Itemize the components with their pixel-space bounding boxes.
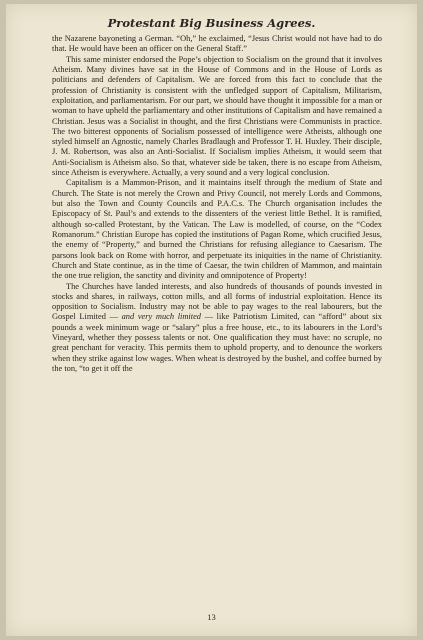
page-number: 13 [207,612,216,622]
paragraph-4-italic: and very much limited [121,312,201,322]
paragraph-1: the Nazarene bayoneting a German. “Oh,” he exclaimed, “Jesus Christ would not have had to do that. He would have been an officer on the General Staff.” [52,34,382,54]
page [6,4,417,636]
paragraph-4-part-b: — like Patriotism Limited, can “afford” about six pounds a week minimum wage or “salary” plus a free house, etc., to its labourers in the Lord’s Vineyard, whether they possess talents or not. One qualification they must have: no scruple, no great penchant for veracity. This permits them to uphold property, and to denounce the workers when they strike against low wages. When wheat is destroyed by the bushel, and coffee burned by the ton, “to get it off the [52,312,382,373]
body-text [52,34,382,374]
paragraph-2: This same minister endorsed the Pope’s objection to Socialism on the ground that it involves Atheism. Many divines have sat in the House of Commons and in the House of Lords as politicians and defenders of Capitalism. We are forced from this fact to conclude that the profession of Christianity is consistent with the unfledged support of Capitalism, Militarism, exploitation, and parliamentarism. For our part, we should have thought it impossible for a man or woman to have upheld the parliamentary and other institutions of Capitalism and have remained a Christian. Jesus was a Socialist in thought, and the first Christians were Communists in practice. The two bitterest opponents of Socialism possessed of intelligence were Atheists, although one styled himself an Agnostic, namely Charles Bradlaugh and Professor T. H. Huxley. Their disciple, J. M. Robertson, was also an Anti-Socialist. If Socialism implies Atheism, it would seem that Anti-Socialism is Atheism also. So that, whatever side be taken, there is no escape from Atheism, since Atheism is everywhere. Actually, a very sound and a very logical conclusion. [52,54,382,178]
paragraph-3: Capitalism is a Mammon-Prison, and it maintains itself through the medium of State and Church. The State is not merely the Crown and Privy Council, not merely Lords and Commons, but also the Town and County Councils and P.A.C.s. The Church organisation includes the Episcopacy of St. Paul’s and extends to the dissenters of the veriest little Bethel. It is ramified, although so-called Protestant, by the Vatican. The Law is modelled, of course, on the “Codex Romanorum.” Christian Europe has copied the institutions of Pagan Rome, which crucified Jesus, the enemy of “Property,” and burned the Christians for refusing allegiance to Caesarism. The parsons look back on Rome with horror, and perpetuate its iniquities in the name of Christianity. Church and State continue, as in the time of Caesar, the twin children of Mammon, and maintain the one true religion, the sanctity and divinity and omnipotence of Property! [52,178,382,281]
paragraph-4 [52,282,382,375]
running-header: Protestant Big Business Agrees. [107,16,316,30]
paragraph-4-part-a: The Churches have landed interests, and also hundreds of thousands of pounds invested in stocks and shares, in railways, cotton mills, and all forms of industrial exploitation. Hence its opposition to Socialism. Industry may not be able to pay wages to the real labourers, but the Gospel Limited — [52,281,382,322]
